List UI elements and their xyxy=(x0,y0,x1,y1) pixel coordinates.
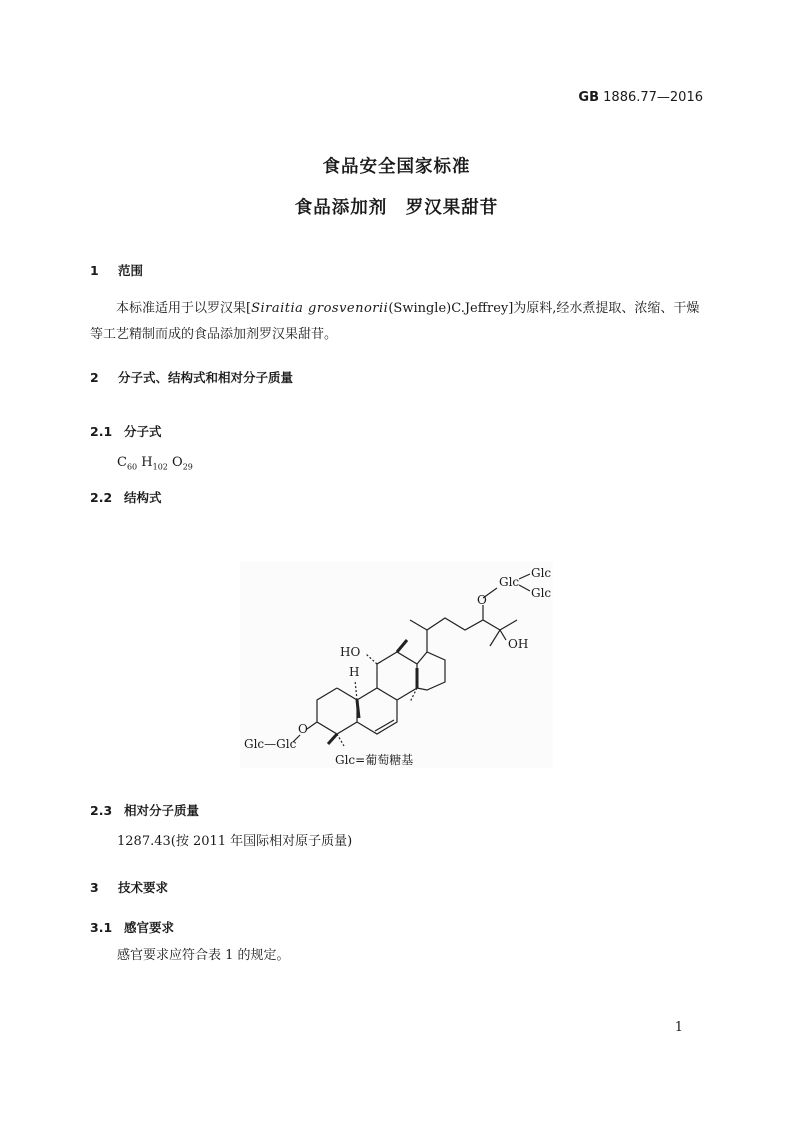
sensory-requirements-text: 感官要求应符合表 1 的规定。 xyxy=(117,948,290,963)
glc-top-low-label: Glc xyxy=(531,586,552,600)
ho-label: HO xyxy=(340,645,361,659)
section-number: 3.1 xyxy=(90,920,113,935)
formula-o: O xyxy=(172,455,183,470)
document-subtitle: 食品添加剂 罗汉果甜苷 xyxy=(294,198,499,218)
section-title: 技术要求 xyxy=(118,880,169,895)
glc-legend-label: Glc=葡萄糖基 xyxy=(335,753,414,767)
scope-text-b: (Swingle)C.Jeffrey]为原料,经水煮提取、浓缩、干燥 xyxy=(388,301,700,316)
section-number: 2.1 xyxy=(90,424,113,439)
section-number: 1 xyxy=(90,263,99,278)
section-number: 3 xyxy=(90,880,99,895)
scope-text-c: 等工艺精制而成的食品添加剂罗汉果甜苷。 xyxy=(90,327,338,342)
o-top-label: O xyxy=(477,593,487,607)
section-title: 相对分子质量 xyxy=(124,803,200,818)
standard-prefix: GB xyxy=(578,90,600,105)
formula-h-count: 102 xyxy=(152,462,168,472)
glc-chain-label: Glc—Glc xyxy=(244,737,297,751)
section-title: 感官要求 xyxy=(124,920,175,935)
formula-h: H xyxy=(141,455,153,470)
standard-number: 1886.77—2016 xyxy=(603,90,703,105)
glc-top-label: Glc xyxy=(531,566,552,580)
section-number: 2.2 xyxy=(90,490,113,505)
h-label: H xyxy=(349,665,360,679)
section-title: 分子式、结构式和相对分子质量 xyxy=(118,370,294,385)
formula-o-count: 29 xyxy=(182,462,193,472)
section-number: 2.3 xyxy=(90,803,113,818)
section-title: 范围 xyxy=(118,263,144,278)
section-title: 结构式 xyxy=(124,490,162,505)
document-title: 食品安全国家标准 xyxy=(322,157,471,177)
page-number: 1 xyxy=(674,1020,683,1035)
molecule-bonds xyxy=(293,574,530,746)
section-3-heading xyxy=(90,878,168,896)
molecule-labels xyxy=(244,566,551,767)
formula-c: C xyxy=(117,455,127,470)
molecular-mass-text: 1287.43(按 2011 年国际相对原子质量) xyxy=(117,834,353,849)
section-3-1-heading xyxy=(90,918,174,936)
section-2-3-heading xyxy=(90,801,199,819)
formula-c-count: 60 xyxy=(126,462,138,472)
o-left-label: O xyxy=(298,722,308,736)
section-number: 2 xyxy=(90,370,99,385)
scope-latin-name: Siraitia grosvenorii xyxy=(251,301,389,316)
glc-top-mid-label: Glc xyxy=(499,575,520,589)
oh-label: OH xyxy=(508,637,529,651)
section-title: 分子式 xyxy=(124,424,162,439)
scope-text-a: 本标准适用于以罗汉果[ xyxy=(116,301,252,316)
